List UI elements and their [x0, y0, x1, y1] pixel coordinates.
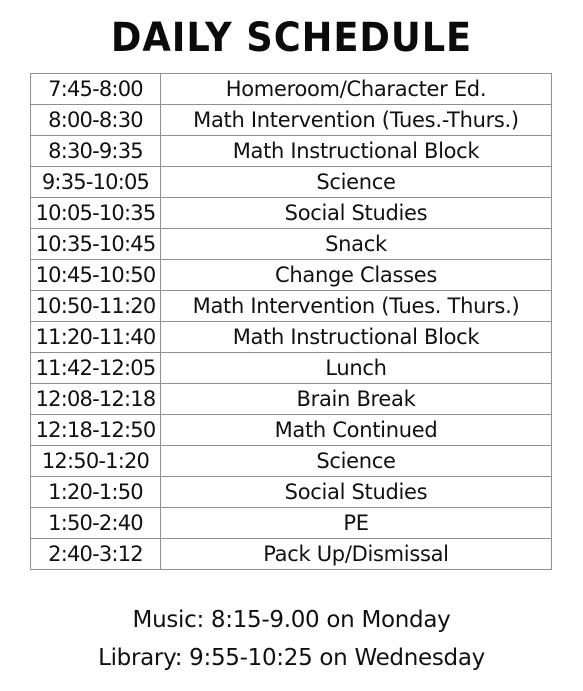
activity-cell: Math Instructional Block [161, 136, 552, 167]
table-row [31, 539, 552, 570]
time-cell: 12:08-12:18 [31, 384, 161, 415]
table-row [31, 260, 552, 291]
table-row [31, 446, 552, 477]
time-cell: 12:50-1:20 [31, 446, 161, 477]
table-row [31, 322, 552, 353]
activity-cell: Snack [161, 229, 552, 260]
activity-cell: Change Classes [161, 260, 552, 291]
time-cell: 10:45-10:50 [31, 260, 161, 291]
activity-cell: Math Intervention (Tues. Thurs.) [161, 291, 552, 322]
table-row [31, 198, 552, 229]
music-note: Music: 8:15-9.00 on Monday [132, 607, 451, 633]
activity-cell: Science [161, 167, 552, 198]
activity-cell: PE [161, 508, 552, 539]
time-cell: 10:05-10:35 [31, 198, 161, 229]
table-row [31, 384, 552, 415]
activity-cell: Social Studies [161, 198, 552, 229]
time-cell: 8:30-9:35 [31, 136, 161, 167]
time-cell: 7:45-8:00 [31, 74, 161, 105]
time-cell: 11:20-11:40 [31, 322, 161, 353]
table-row [31, 136, 552, 167]
time-cell: 10:35-10:45 [31, 229, 161, 260]
time-cell: 1:20-1:50 [31, 477, 161, 508]
time-cell: 9:35-10:05 [31, 167, 161, 198]
table-row [31, 229, 552, 260]
library-note: Library: 9:55-10:25 on Wednesday [98, 645, 485, 671]
activity-cell: Math Intervention (Tues.-Thurs.) [161, 105, 552, 136]
activity-cell: Social Studies [161, 477, 552, 508]
time-cell: 1:50-2:40 [31, 508, 161, 539]
time-cell: 8:00-8:30 [31, 105, 161, 136]
time-cell: 2:40-3:12 [31, 539, 161, 570]
activity-cell: Science [161, 446, 552, 477]
activity-cell: Math Continued [161, 415, 552, 446]
table-row [31, 353, 552, 384]
table-row [31, 415, 552, 446]
table-row [31, 508, 552, 539]
schedule-table [30, 73, 552, 570]
activity-cell: Homeroom/Character Ed. [161, 74, 552, 105]
time-cell: 10:50-11:20 [31, 291, 161, 322]
table-row [31, 291, 552, 322]
table-row [31, 74, 552, 105]
activity-cell: Math Instructional Block [161, 322, 552, 353]
activity-cell: Lunch [161, 353, 552, 384]
time-cell: 12:18-12:50 [31, 415, 161, 446]
table-row [31, 167, 552, 198]
table-row [31, 105, 552, 136]
page-title: DAILY SCHEDULE [110, 15, 473, 61]
time-cell: 11:42-12:05 [31, 353, 161, 384]
table-row [31, 477, 552, 508]
activity-cell: Pack Up/Dismissal [161, 539, 552, 570]
activity-cell: Brain Break [161, 384, 552, 415]
